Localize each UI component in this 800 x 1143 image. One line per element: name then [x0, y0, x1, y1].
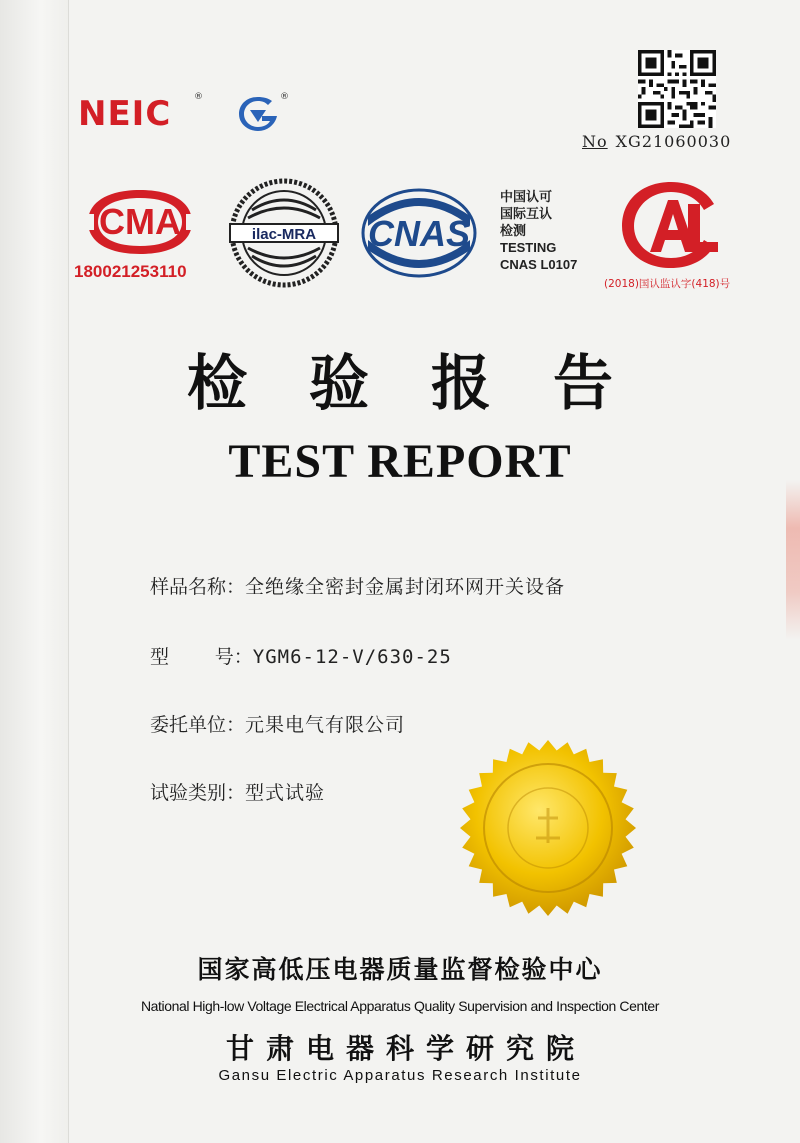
report-number: No XG21060030 — [582, 132, 732, 151]
field-label: 样品名称： — [150, 576, 246, 598]
field-value: 全绝缘全密封金属封闭环网开关设备 — [245, 576, 566, 598]
field-sample-name — [150, 572, 565, 599]
institute-name-en: Gansu Electric Apparatus Research Institute — [218, 1067, 582, 1084]
field-label: 型 号： — [150, 646, 253, 668]
qr-code-icon — [638, 50, 716, 128]
institute-name-cn: 甘肃电器科学研究院 — [225, 1032, 586, 1065]
cnas-logo-icon — [358, 186, 480, 280]
registered-mark: ® — [280, 92, 289, 102]
field-test-type — [150, 778, 325, 805]
ilac-mra-logo-label: ilac-MRA — [251, 226, 317, 243]
registered-mark: ® — [194, 92, 203, 102]
report-title-en: TEST REPORT — [228, 435, 572, 488]
ilac-mra-logo-icon — [226, 178, 342, 288]
neic-logo: NEIC — [78, 94, 172, 134]
field-value: YGM6-12-V/630-25 — [252, 646, 452, 668]
cal-caption: (2018)国认监认字(418)号 — [604, 278, 731, 290]
field-client — [150, 710, 405, 737]
field-label: 试验类别： — [150, 782, 246, 804]
cnas-accreditation-text: 中国认可 国际互认 检测 TESTING CNAS L0107 — [500, 189, 578, 272]
field-model — [150, 642, 452, 669]
report-title-cn: 检验报告 — [187, 349, 675, 419]
center-name-cn: 国家高低压电器质量监督检验中心 — [197, 955, 603, 984]
gold-seal-icon — [458, 738, 638, 918]
center-name-en: National High-low Voltage Electrical Apparatus Quality Supervision and Inspection Center — [140, 998, 660, 1014]
field-label: 委托单位： — [150, 714, 246, 736]
cal-logo-icon — [616, 178, 726, 274]
cma-code: 180021253110 — [74, 262, 187, 281]
field-value: 型式试验 — [245, 782, 326, 804]
cnas-logo-label: CNAS — [367, 213, 471, 254]
edge-stamp-mark — [786, 480, 800, 640]
emblem-icon — [236, 94, 280, 134]
field-value: 元果电气有限公司 — [245, 714, 406, 736]
cma-logo-label: CMA — [99, 201, 181, 242]
cma-logo-icon — [78, 184, 202, 260]
